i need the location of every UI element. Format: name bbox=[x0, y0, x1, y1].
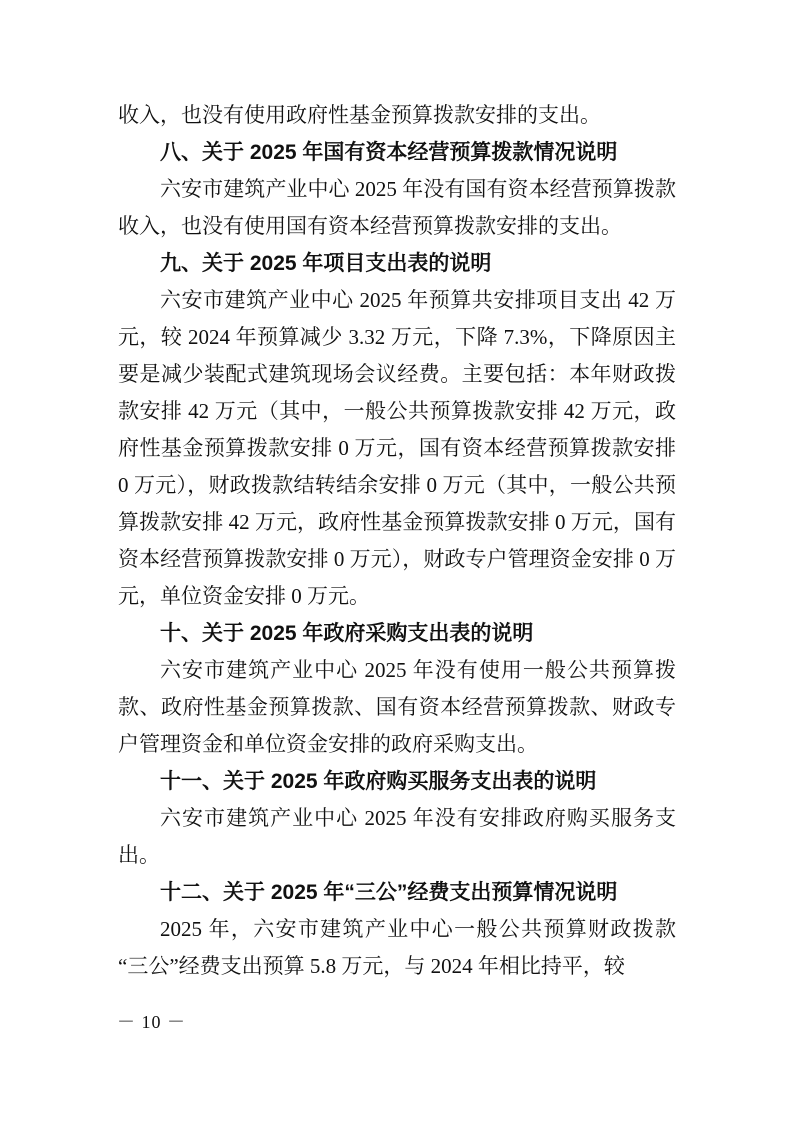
paragraph-section-12-three-public-expenses: 2025 年，六安市建筑产业中心一般公共预算财政拨款“三公”经费支出预算 5.8 万元，与 2024 年相比持平，较 bbox=[118, 917, 676, 978]
paragraph-section-9-project-expenditure: 六安市建筑产业中心 2025 年预算共安排项目支出 42 万元，较 2024 年预算减少 3.32 万元，下降 7.3%，下降原因主要是减少装配式建筑现场会议经费。主要包括：本年财政拨款安排 42 万元（其中，一般公共预算拨款安排 42 万元，政府性基金预算拨款安排 0 万元，国有资本经营预算拨款安排 0 万元），财政拨款结转结余安排 0 万元（其中，一般公共预算拨款安排 42 万元，政府性基金预算拨款安排 0 万元，国有资本经营预算拨款安排 0 万元），财政专户管理资金安排 0 万元，单位资金安排 0 万元。 bbox=[118, 288, 676, 608]
paragraph-continuation-gov-fund: 收入，也没有使用政府性基金预算拨款安排的支出。 bbox=[118, 103, 601, 127]
page-number: － 10 － bbox=[117, 1012, 186, 1032]
paragraph-section-10-gov-procurement: 六安市建筑产业中心 2025 年没有使用一般公共预算拨款、政府性基金预算拨款、国有资本经营预算拨款、财政专户管理资金和单位资金安排的政府采购支出。 bbox=[118, 658, 676, 756]
document-content bbox=[118, 97, 676, 985]
heading-section-8-state-capital: 八、关于 2025 年国有资本经营预算拨款情况说明 bbox=[160, 141, 618, 164]
paragraph-section-8-state-capital: 六安市建筑产业中心 2025 年没有国有资本经营预算拨款收入，也没有使用国有资本经营预算拨款安排的支出。 bbox=[118, 177, 676, 238]
heading-section-12-three-public-expenses: 十二、关于 2025 年“三公”经费支出预算情况说明 bbox=[160, 881, 618, 904]
heading-section-10-gov-procurement: 十、关于 2025 年政府采购支出表的说明 bbox=[160, 622, 534, 645]
heading-section-11-gov-purchased-services: 十一、关于 2025 年政府购买服务支出表的说明 bbox=[160, 770, 597, 793]
heading-section-9-project-expenditure: 九、关于 2025 年项目支出表的说明 bbox=[160, 252, 492, 275]
paragraph-section-11-gov-purchased-services: 六安市建筑产业中心 2025 年没有安排政府购买服务支出。 bbox=[118, 806, 676, 867]
